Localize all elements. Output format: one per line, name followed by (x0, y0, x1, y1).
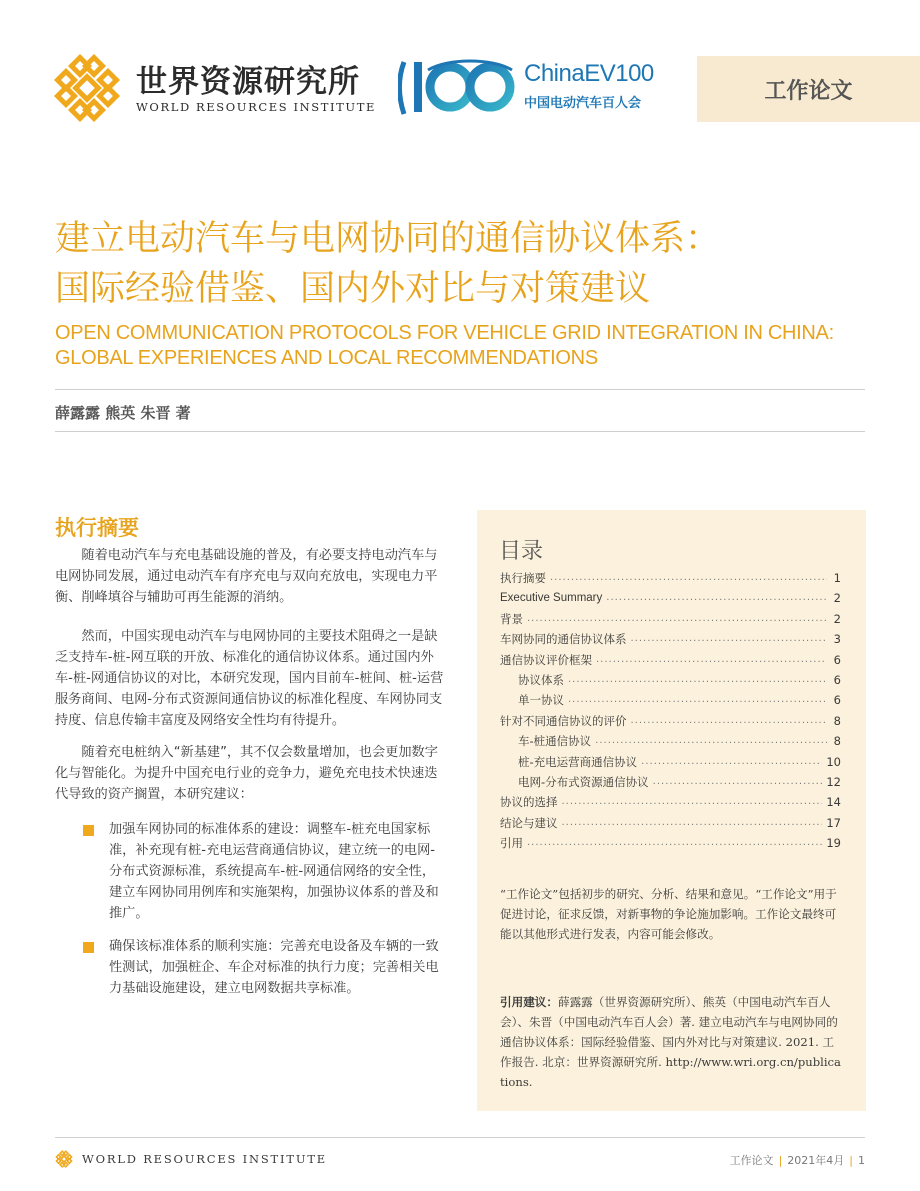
toc-item-page: 10 (826, 754, 841, 769)
toc-item-label: 背景 (500, 611, 523, 626)
toc-subitem[interactable] (500, 670, 841, 690)
toc-item-page: 3 (833, 632, 841, 647)
toc-item[interactable] (500, 568, 841, 588)
summary-p3-text: 随着充电桩纳入“新基建”，其不仅会数量增加，也会更加数字化与智能化。为提升中国充电行业的竞争力，避免充电技术快速迭代导致的资产搁置，本研究建议： (55, 745, 438, 802)
toc-heading: 目录 (499, 539, 544, 564)
toc-item-label: 执行摘要 (500, 571, 546, 585)
toc-item-label: 针对不同通信协议的评价 (500, 713, 627, 728)
toc-item-label: 协议的选择 (500, 795, 558, 810)
citation-label: 引用建议： (500, 995, 558, 1009)
toc-item[interactable] (500, 650, 841, 670)
toc-item-page: 2 (833, 591, 841, 606)
footer-series: 工作论文 (729, 1154, 774, 1167)
toc-item-page: 8 (833, 713, 841, 728)
toc-item-page: 14 (826, 795, 841, 810)
footer-page-number: 1 (858, 1154, 865, 1167)
authors: 薛露露 熊英 朱晋 著 (55, 404, 191, 422)
citation (500, 992, 843, 1092)
toc-item-page: 1 (833, 571, 841, 585)
toc-item-label: 车网协同的通信协议体系 (500, 632, 627, 647)
wri-knot-small-icon (55, 1150, 73, 1168)
footer-meta: 工作论文 | 2021年4月 | 1 (729, 1154, 865, 1167)
toc-list (500, 568, 841, 853)
wri-logo (52, 52, 376, 124)
toc-item-label: 结论与建议 (500, 815, 558, 830)
toc-item[interactable] (500, 609, 841, 629)
toc-item-page: 2 (833, 611, 841, 626)
summary-heading: 执行摘要 (55, 516, 139, 540)
summary-p1-text: 随着电动汽车与充电基础设施的普及，有必要支持电动汽车与电网协同发展，通过电动汽车有序充电与双向充放电，实现电力平衡、削峰填谷与辅助可再生能源的消纳。 (55, 548, 438, 605)
summary-bullet-1: 加强车网协同的标准体系的建设：调整车-桩充电国家标准，补充现有桩-充电运营商通信协议，建立统一的电网-分布式资源标准，系统提高车-桩-网通信网络的安全性，建立车网协同用例库和实施架构，加强协议体系的普及和推广。 (109, 822, 439, 921)
working-paper-note: “工作论文”包括初步的研究、分析、结果和意见。“工作论文”用于促进讨论，征求反馈，对新事物的争论施加影响。工作论文最终可能以其他形式进行发表，内容可能会修改。 (500, 887, 837, 941)
footer-org: WORLD RESOURCES INSTITUTE (82, 1152, 327, 1166)
ev100-name-cn: 中国电动汽车百人会 (524, 96, 642, 111)
bullet-square-icon (83, 825, 94, 836)
summary-bullet-2: 确保该标准体系的顺利实施：完善充电设备及车辆的一致性测试，加强桩企、车企对标准的执行力度；完善相关电力基础设施建设，建立电网数据共享标准。 (109, 939, 439, 996)
toc-subitem[interactable] (500, 752, 841, 772)
toc-item[interactable] (500, 833, 841, 853)
toc-item-label: 协议体系 (518, 672, 564, 687)
toc-item-label: 桩-充电运营商通信协议 (518, 754, 638, 769)
toc-item-page: 19 (826, 836, 841, 851)
summary-paragraph-3 (55, 742, 445, 805)
title-en-line2: GLOBAL EXPERIENCES AND LOCAL RECOMMENDATIONS (55, 347, 598, 369)
bullet-square-icon (83, 942, 94, 953)
toc-item-label: 通信协议评价框架 (500, 652, 592, 667)
series-box (697, 56, 920, 122)
summary-p2-text: 然而，中国实现电动汽车与电网协同的主要技术阻碍之一是缺乏支持车-桩-网互联的开放、标准化的通信协议体系。通过国内外车-桩-网通信协议的对比，本研究发现，国内目前车-桩间、桩-运营服务商间、电网-分布式资源间通信协议的标准化程度、车网协同支持度、信息传输丰富度及网络安全性均有待提升。 (55, 629, 444, 728)
title-en-line1: OPEN COMMUNICATION PROTOCOLS FOR VEHICLE GRID INTEGRATION IN CHINA: (55, 322, 834, 344)
toc-item[interactable] (500, 813, 841, 833)
toc-item-page: 6 (833, 652, 841, 667)
divider-authors (55, 431, 865, 432)
toc-item[interactable] (500, 588, 841, 608)
toc-item-page: 8 (833, 734, 841, 749)
toc-item[interactable] (500, 792, 841, 812)
ev100-mark-icon (398, 56, 516, 118)
summary-paragraph-1 (55, 545, 445, 608)
toc-item-label: 引用 (500, 836, 523, 851)
toc-item-label: 电网-分布式资源通信协议 (518, 774, 649, 789)
title-en (55, 321, 875, 371)
wri-knot-icon (52, 54, 122, 122)
ev100-name: ChinaEV100 (524, 60, 654, 87)
toc-item-page: 12 (826, 774, 841, 789)
footer-divider (55, 1137, 865, 1138)
toc-item[interactable] (500, 711, 841, 731)
title-cn-line1: 建立电动汽车与电网协同的通信协议体系： (55, 219, 721, 259)
toc-item-label: Executive Summary (500, 592, 603, 605)
toc-subitem[interactable] (500, 731, 841, 751)
toc-subitem[interactable] (500, 772, 841, 792)
wri-name-en: WORLD RESOURCES INSTITUTE (136, 100, 376, 114)
toc-item-page: 6 (833, 693, 841, 708)
divider-top (55, 389, 865, 390)
toc-subitem[interactable] (500, 690, 841, 710)
toc-item-page: 17 (826, 815, 841, 830)
footer-date: 2021年4月 (787, 1154, 845, 1167)
toc-item-page: 6 (833, 672, 841, 687)
toc-item[interactable] (500, 629, 841, 649)
toc-item-label: 单一协议 (518, 693, 564, 708)
toc-box (477, 510, 866, 1111)
toc-item-label: 车-桩通信协议 (518, 734, 592, 749)
title-cn (55, 214, 875, 314)
summary-paragraph-2 (55, 626, 445, 731)
title-cn-line2: 国际经验借鉴、国内外对比与对策建议 (55, 269, 651, 309)
chinaev100-logo (398, 56, 658, 118)
citation-text: 薛露露（世界资源研究所）、熊英（中国电动汽车百人会）、朱晋（中国电动汽车百人会）著. 建立电动汽车与电网协同的通信协议体系：国际经验借鉴、国内外对比与对策建议. 2021. 工作报告. 北京：世界资源研究所. http://www.wri.org.cn/publications. (500, 995, 841, 1089)
wri-name-cn: 世界资源研究所 (136, 64, 360, 100)
series-label: 工作论文 (764, 79, 853, 104)
